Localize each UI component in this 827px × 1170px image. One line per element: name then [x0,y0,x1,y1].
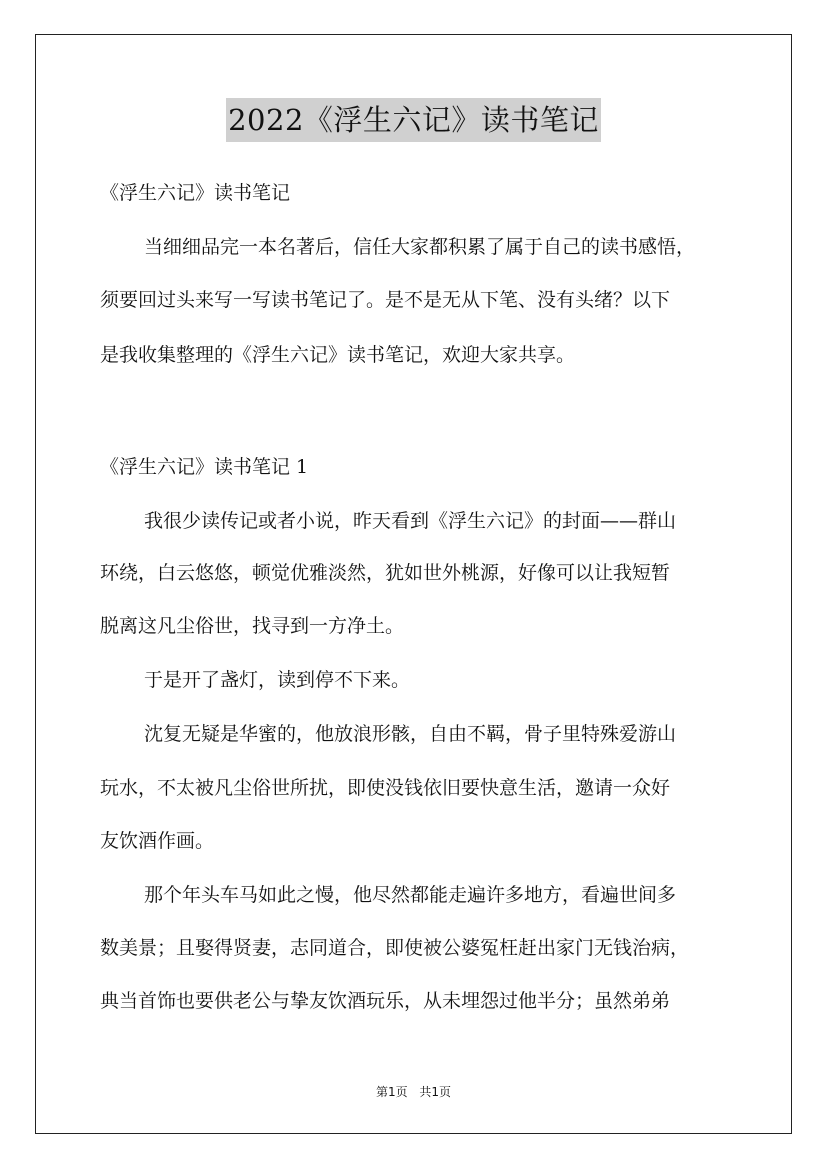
intro-line: 须要回过头来写一写读书笔记了。是不是无从下笔、没有头绪？以下 [100,289,671,311]
page-footer [0,1083,827,1100]
paragraph-line: 那个年头车马如此之慢，他尽然都能走遍许多地方，看遍世间多 [144,884,677,906]
note-heading: 《浮生六记》读书笔记 1 [100,456,309,478]
intro-line: 当细细品完一本名著后，信任大家都积累了属于自己的读书感悟， [144,236,696,258]
paragraph-line: 我很少读传记或者小说，昨天看到《浮生六记》的封面——群山 [144,510,677,532]
paragraph-line: 典当首饰也要供老公与挚友饮酒玩乐，从未埋怨过他半分；虽然弟弟 [100,990,671,1012]
paragraph-line: 环绕，白云悠悠，顿觉优雅淡然，犹如世外桃源，好像可以让我短暂 [100,562,671,584]
paragraph-line: 数美景；且娶得贤妻，志同道合，即使被公婆冤枉赶出家门无钱治病， [100,937,690,959]
title-container [0,98,827,142]
paragraph-line: 脱离这凡尘俗世，找寻到一方净土。 [100,615,405,637]
page-number: 第1页 [375,1085,408,1099]
paragraph-line: 友饮酒作画。 [100,830,215,852]
document-title: 2022《浮生六记》读书笔记 [226,98,601,142]
section-heading: 《浮生六记》读书笔记 [100,182,291,204]
paragraph-line: 于是开了盏灯，读到停不下来。 [144,669,411,691]
paragraph-line: 玩水，不太被凡尘俗世所扰，即使没钱依旧要快意生活，邀请一众好 [100,777,671,799]
intro-line: 是我收集整理的《浮生六记》读书笔记，欢迎大家共享。 [100,344,576,366]
paragraph-line: 沈复无疑是华蜜的，他放浪形骸，自由不羁，骨子里特殊爱游山 [144,723,677,745]
total-pages: 共1页 [419,1085,452,1099]
